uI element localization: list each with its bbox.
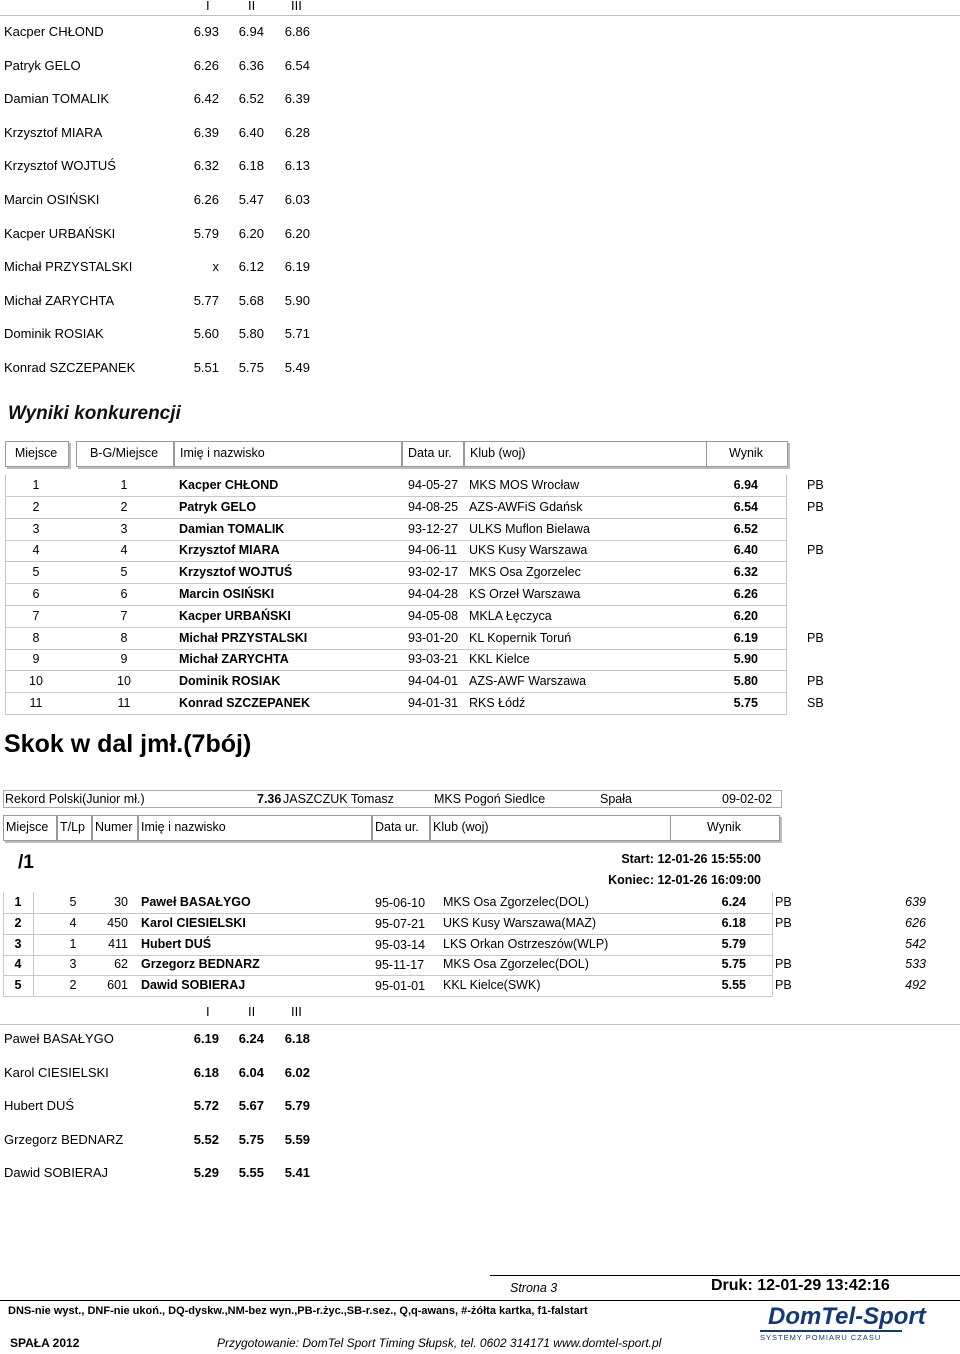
header-divider xyxy=(0,15,960,16)
attempt-3-value: 6.20 xyxy=(284,225,310,241)
athlete-name: Paweł BASAŁYGO xyxy=(4,1031,114,1046)
result-value: 5.55 xyxy=(721,978,746,993)
attempt-2-value: 5.75 xyxy=(238,1131,264,1147)
bib-number: 62 xyxy=(114,957,128,972)
birth-date: 95-11-17 xyxy=(375,958,425,973)
attempt-header-1: I xyxy=(206,0,210,13)
athlete-name: Krzysztof MIARA xyxy=(179,543,280,558)
bib-number: 30 xyxy=(114,895,128,909)
lane: 2 xyxy=(69,978,77,993)
record-note: PB xyxy=(807,478,824,492)
club-name: KS Orzeł Warszawa xyxy=(469,587,581,601)
athlete-name: Patryk GELO xyxy=(179,499,257,514)
place: 5 xyxy=(14,978,22,993)
group-place: 9 xyxy=(120,652,128,667)
athlete-name: Damian TOMALIK xyxy=(179,521,285,536)
birth-date: 94-05-27 xyxy=(408,478,459,492)
event-title: Skok w dal jmł.(7bój) xyxy=(4,730,252,758)
result-value: 6.52 xyxy=(733,521,758,536)
group-place: 5 xyxy=(120,565,128,580)
prepared-by: Przygotowanie: DomTel Sport Timing Słupsk, tel. 0602 314171 www.domtel-sport.pl xyxy=(217,1336,662,1350)
athlete-name: Michał ZARYCHTA xyxy=(4,292,115,308)
record-note: PB xyxy=(775,957,792,972)
print-timestamp: Druk: 12-01-29 13:42:16 xyxy=(711,1277,890,1294)
record-place: Spała xyxy=(600,792,632,806)
attempt-1-value: x xyxy=(212,259,219,275)
result-value: 6.26 xyxy=(733,587,758,601)
result-value: 5.75 xyxy=(721,957,746,972)
row-divider xyxy=(3,955,772,956)
club-name: MKS Osa Zgorzelec(DOL) xyxy=(443,957,589,972)
birth-date: 93-12-27 xyxy=(408,521,459,536)
athlete-name: Grzegorz BEDNARZ xyxy=(4,1131,124,1147)
attempt-3-value: 5.59 xyxy=(284,1131,310,1147)
row-divider xyxy=(5,605,786,606)
club-name: KKL Kielce(SWK) xyxy=(443,978,541,993)
club-name: LKS Orkan Ostrzeszów(WLP) xyxy=(443,936,609,951)
attempt-2-value: 5.67 xyxy=(238,1098,264,1114)
attempt-1-value: 6.39 xyxy=(193,124,219,140)
result-value: 5.75 xyxy=(733,696,758,710)
attempt-1-value: 5.77 xyxy=(193,292,219,308)
points: 492 xyxy=(905,978,926,993)
place: 2 xyxy=(32,499,40,514)
place: 3 xyxy=(14,936,22,951)
place: 11 xyxy=(29,696,43,710)
attempt-3-value: 6.19 xyxy=(284,259,310,275)
record-value: 7.36 xyxy=(257,792,282,806)
row-divider xyxy=(3,996,772,997)
bib-number: 450 xyxy=(107,915,128,930)
record-date: 09-02-02 xyxy=(722,792,773,806)
place: 6 xyxy=(32,587,40,601)
record-holder: JASZCZUK Tomasz xyxy=(283,792,394,806)
club-name: UKS Kusy Warszawa xyxy=(469,543,588,558)
logo-subtitle: SYSTEMY POMIARU CZASU xyxy=(760,1333,882,1342)
club-name: KKL Kielce xyxy=(469,652,530,667)
column-header-label: Wynik xyxy=(707,820,741,834)
attempt-3-value: 5.79 xyxy=(284,1098,310,1114)
birth-date: 95-06-10 xyxy=(375,896,426,910)
attempt-header-2: II xyxy=(248,0,256,13)
record-note: PB xyxy=(775,915,792,930)
birth-date: 94-08-25 xyxy=(408,499,459,514)
attempt-2-value: 5.80 xyxy=(238,326,264,342)
athlete-name: Dominik ROSIAK xyxy=(179,674,281,689)
group-place: 10 xyxy=(117,674,131,689)
attempt-header-2: II xyxy=(248,1004,256,1019)
athlete-name: Karol CIESIELSKI xyxy=(141,915,246,930)
group-place: 6 xyxy=(120,587,128,601)
athlete-name: Kacper URBAŃSKI xyxy=(4,225,116,241)
column-header-label: Imię i nazwisko xyxy=(180,446,265,460)
attempt-header-3: III xyxy=(291,0,302,13)
club-name: RKS Łódź xyxy=(469,696,526,710)
attempt-3-value: 6.13 xyxy=(284,158,310,174)
bib-number: 411 xyxy=(108,936,128,951)
attempt-1-value: 6.26 xyxy=(193,192,219,207)
points: 533 xyxy=(905,957,926,972)
attempt-1-value: 5.72 xyxy=(193,1098,219,1114)
row-divider xyxy=(3,913,772,914)
birth-date: 95-03-14 xyxy=(375,937,426,952)
attempt-3-value: 6.28 xyxy=(284,124,310,140)
row-divider xyxy=(5,670,786,671)
place: 8 xyxy=(32,630,40,645)
record-note: PB xyxy=(807,630,824,645)
attempt-3-value: 6.39 xyxy=(284,91,310,107)
lane: 5 xyxy=(69,895,77,909)
place: 7 xyxy=(32,608,40,623)
athlete-name: Damian TOMALIK xyxy=(4,91,110,107)
athlete-name: Krzysztof MIARA xyxy=(4,124,103,140)
attempt-3-value: 5.90 xyxy=(284,292,310,308)
header-divider xyxy=(0,1024,960,1025)
club-name: ULKS Muflon Bielawa xyxy=(469,521,590,536)
column-header-label: Klub (woj) xyxy=(470,446,526,460)
attempt-1-value: 6.42 xyxy=(193,91,219,107)
place: 1 xyxy=(32,478,40,492)
athlete-name: Kacper CHŁOND xyxy=(4,24,104,39)
attempt-3-value: 6.86 xyxy=(284,24,310,39)
lane: 4 xyxy=(69,915,77,930)
record-note: PB xyxy=(807,499,824,514)
column-header-label: Miejsce xyxy=(6,820,49,834)
attempt-3-value: 6.02 xyxy=(284,1064,310,1080)
club-name: AZS-AWF Warszawa xyxy=(469,674,587,689)
result-value: 6.19 xyxy=(733,630,758,645)
row-divider xyxy=(3,934,772,935)
athlete-name: Karol CIESIELSKI xyxy=(4,1064,109,1080)
logo-underline xyxy=(760,1330,902,1332)
column-header-label: Data ur. xyxy=(375,820,419,834)
attempt-1-value: 6.19 xyxy=(193,1031,219,1046)
result-value: 5.80 xyxy=(733,674,758,689)
record-note: PB xyxy=(775,895,792,909)
lane: 3 xyxy=(69,957,77,972)
attempt-2-value: 6.52 xyxy=(238,91,264,107)
attempt-2-value: 6.04 xyxy=(238,1064,264,1080)
group-place: 7 xyxy=(120,608,128,623)
attempt-3-value: 6.18 xyxy=(284,1031,310,1046)
lane: 1 xyxy=(69,936,77,951)
athlete-name: Krzysztof WOJTUŚ xyxy=(4,158,116,174)
attempt-2-value: 6.40 xyxy=(238,124,264,140)
athlete-name: Konrad SZCZEPANEK xyxy=(179,696,311,710)
place: 4 xyxy=(32,543,40,558)
place: 9 xyxy=(32,652,40,667)
place: 5 xyxy=(32,565,40,580)
points: 639 xyxy=(905,895,926,909)
athlete-name: Hubert DUŚ xyxy=(4,1098,75,1114)
record-note: PB xyxy=(775,978,792,993)
group-place: 1 xyxy=(120,478,128,492)
group-place: 8 xyxy=(120,630,128,645)
column-header-label: Wynik xyxy=(729,446,763,460)
attempt-1-value: 5.52 xyxy=(193,1131,219,1147)
attempt-1-value: 6.26 xyxy=(193,57,219,73)
footer-divider xyxy=(0,1300,960,1301)
group-place: 4 xyxy=(120,543,128,558)
athlete-name: Hubert DUŚ xyxy=(141,936,212,951)
row-divider xyxy=(5,518,786,519)
athlete-name: Dawid SOBIERAJ xyxy=(141,978,246,993)
club-name: AZS-AWFiS Gdańsk xyxy=(469,499,583,514)
result-value: 5.79 xyxy=(721,936,746,951)
attempt-3-value: 5.71 xyxy=(284,326,310,342)
result-value: 5.90 xyxy=(733,652,758,667)
column-header-label: Miejsce xyxy=(14,446,58,460)
athlete-name: Kacper URBAŃSKI xyxy=(179,608,291,623)
result-value: 6.18 xyxy=(721,915,746,930)
attempt-3-value: 5.49 xyxy=(284,360,310,375)
attempt-2-value: 6.20 xyxy=(238,225,264,241)
result-value: 6.20 xyxy=(733,608,758,623)
attempt-header-3: III xyxy=(291,1004,302,1019)
record-note: PB xyxy=(807,674,824,689)
club-name: UKS Kusy Warszawa(MAZ) xyxy=(443,915,597,930)
attempt-1-value: 5.29 xyxy=(193,1165,219,1181)
athlete-name: Grzegorz BEDNARZ xyxy=(141,957,260,972)
bib-number: 601 xyxy=(107,978,128,993)
group-place: 2 xyxy=(120,499,128,514)
result-value: 6.94 xyxy=(733,478,758,492)
attempt-2-value: 6.24 xyxy=(238,1031,264,1046)
attempt-2-value: 5.47 xyxy=(238,192,264,207)
column-header-label: B-G/Miejsce xyxy=(89,446,159,460)
athlete-name: Marcin OSIŃSKI xyxy=(4,192,100,207)
column-header-label: Numer xyxy=(95,820,133,834)
row-divider xyxy=(5,540,786,541)
result-value: 6.24 xyxy=(721,895,746,909)
row-divider xyxy=(5,583,786,584)
attempt-2-value: 5.75 xyxy=(238,360,264,375)
result-value: 6.54 xyxy=(733,499,758,514)
attempt-1-value: 6.93 xyxy=(193,24,219,39)
table-border-left xyxy=(5,475,6,715)
table-border-right xyxy=(772,892,773,996)
attempt-2-value: 5.68 xyxy=(238,292,264,308)
athlete-name: Kacper CHŁOND xyxy=(179,478,279,492)
record-label: Rekord Polski(Junior mł.) xyxy=(5,792,145,806)
result-value: 6.32 xyxy=(733,565,758,580)
birth-date: 95-07-21 xyxy=(375,916,426,931)
attempt-3-value: 6.03 xyxy=(284,192,310,207)
birth-date: 94-01-31 xyxy=(408,696,459,710)
row-divider xyxy=(5,649,786,650)
attempt-1-value: 6.32 xyxy=(193,158,219,174)
place: 4 xyxy=(14,957,22,972)
attempt-3-value: 5.41 xyxy=(284,1165,310,1181)
athlete-name: Krzysztof WOJTUŚ xyxy=(179,565,293,580)
place: 2 xyxy=(14,915,22,930)
athlete-name: Michał PRZYSTALSKI xyxy=(179,630,308,645)
birth-date: 94-05-08 xyxy=(408,608,459,623)
section-title: Wyniki konkurencji xyxy=(8,403,181,424)
row-divider xyxy=(5,496,786,497)
club-name: MKS Osa Zgorzelec(DOL) xyxy=(443,895,589,909)
club-name: MKS MOS Wrocław xyxy=(469,478,580,492)
place: 10 xyxy=(29,674,43,689)
heat-start-time: Start: 12-01-26 15:55:00 xyxy=(621,852,761,866)
attempt-3-value: 6.54 xyxy=(284,57,310,73)
row-divider xyxy=(5,561,786,562)
record-club: MKS Pogoń Siedlce xyxy=(434,792,546,806)
birth-date: 93-03-21 xyxy=(408,652,459,667)
group-place: 3 xyxy=(120,521,128,536)
points: 542 xyxy=(905,936,926,951)
athlete-name: Dominik ROSIAK xyxy=(4,326,104,342)
attempt-1-value: 5.60 xyxy=(193,326,219,342)
attempt-2-value: 6.12 xyxy=(238,259,264,275)
club-name: MKLA Łęczyca xyxy=(469,608,552,623)
birth-date: 93-02-17 xyxy=(408,565,459,580)
athlete-name: Paweł BASAŁYGO xyxy=(141,895,251,909)
record-note: SB xyxy=(807,696,824,710)
birth-date: 93-01-20 xyxy=(408,630,459,645)
column-header-label: T/Lp xyxy=(60,820,86,834)
club-name: MKS Osa Zgorzelec xyxy=(469,565,581,580)
attempt-1-value: 5.79 xyxy=(193,225,219,241)
attempt-2-value: 6.36 xyxy=(238,57,264,73)
venue-label: SPAŁA 2012 xyxy=(10,1336,80,1350)
heat-label: /1 xyxy=(18,852,34,873)
column-header-label: Data ur. xyxy=(408,446,452,460)
record-note: PB xyxy=(807,543,824,558)
row-divider xyxy=(5,714,786,715)
athlete-name: Patryk GELO xyxy=(4,57,81,73)
group-place: 11 xyxy=(117,696,131,710)
column-header-label: Imię i nazwisko xyxy=(141,820,226,834)
birth-date: 95-01-01 xyxy=(375,979,426,994)
logo-text: DomTel-Sport xyxy=(768,1303,926,1330)
club-name: KL Kopernik Toruń xyxy=(469,630,572,645)
footer-legend: DNS-nie wyst., DNF-nie ukoń., DQ-dyskw.,NM-bez wyn.,PB-r.życ.,SB-r.sez., Q,q-awans, #-żółta kartka, f1-falstart xyxy=(8,1305,588,1317)
place: 3 xyxy=(32,521,40,536)
birth-date: 94-04-28 xyxy=(408,587,459,601)
row-divider xyxy=(5,627,786,628)
attempt-2-value: 6.18 xyxy=(238,158,264,174)
birth-date: 94-04-01 xyxy=(408,674,459,689)
heat-end-time: Koniec: 12-01-26 16:09:00 xyxy=(608,873,761,887)
athlete-name: Marcin OSIŃSKI xyxy=(179,587,275,601)
points: 626 xyxy=(905,915,926,930)
result-value: 6.40 xyxy=(733,543,758,558)
attempt-2-value: 5.55 xyxy=(238,1165,264,1181)
column-header-label: Klub (woj) xyxy=(433,820,489,834)
page-number: Strona 3 xyxy=(510,1281,558,1295)
attempt-2-value: 6.94 xyxy=(238,24,264,39)
table-border-left xyxy=(3,892,4,996)
row-divider xyxy=(5,692,786,693)
footer-top-line xyxy=(490,1275,960,1276)
athlete-name: Michał ZARYCHTA xyxy=(179,652,289,667)
place: 1 xyxy=(14,895,22,909)
row-divider xyxy=(3,975,772,976)
athlete-name: Dawid SOBIERAJ xyxy=(4,1165,109,1181)
attempt-header-1: I xyxy=(206,1004,210,1019)
table-divider-place xyxy=(33,892,34,996)
attempt-1-value: 6.18 xyxy=(193,1064,219,1080)
table-border-right xyxy=(786,475,787,715)
attempt-1-value: 5.51 xyxy=(193,360,219,375)
athlete-name: Michał PRZYSTALSKI xyxy=(4,259,133,275)
athlete-name: Konrad SZCZEPANEK xyxy=(4,360,136,375)
birth-date: 94-06-11 xyxy=(408,543,458,558)
